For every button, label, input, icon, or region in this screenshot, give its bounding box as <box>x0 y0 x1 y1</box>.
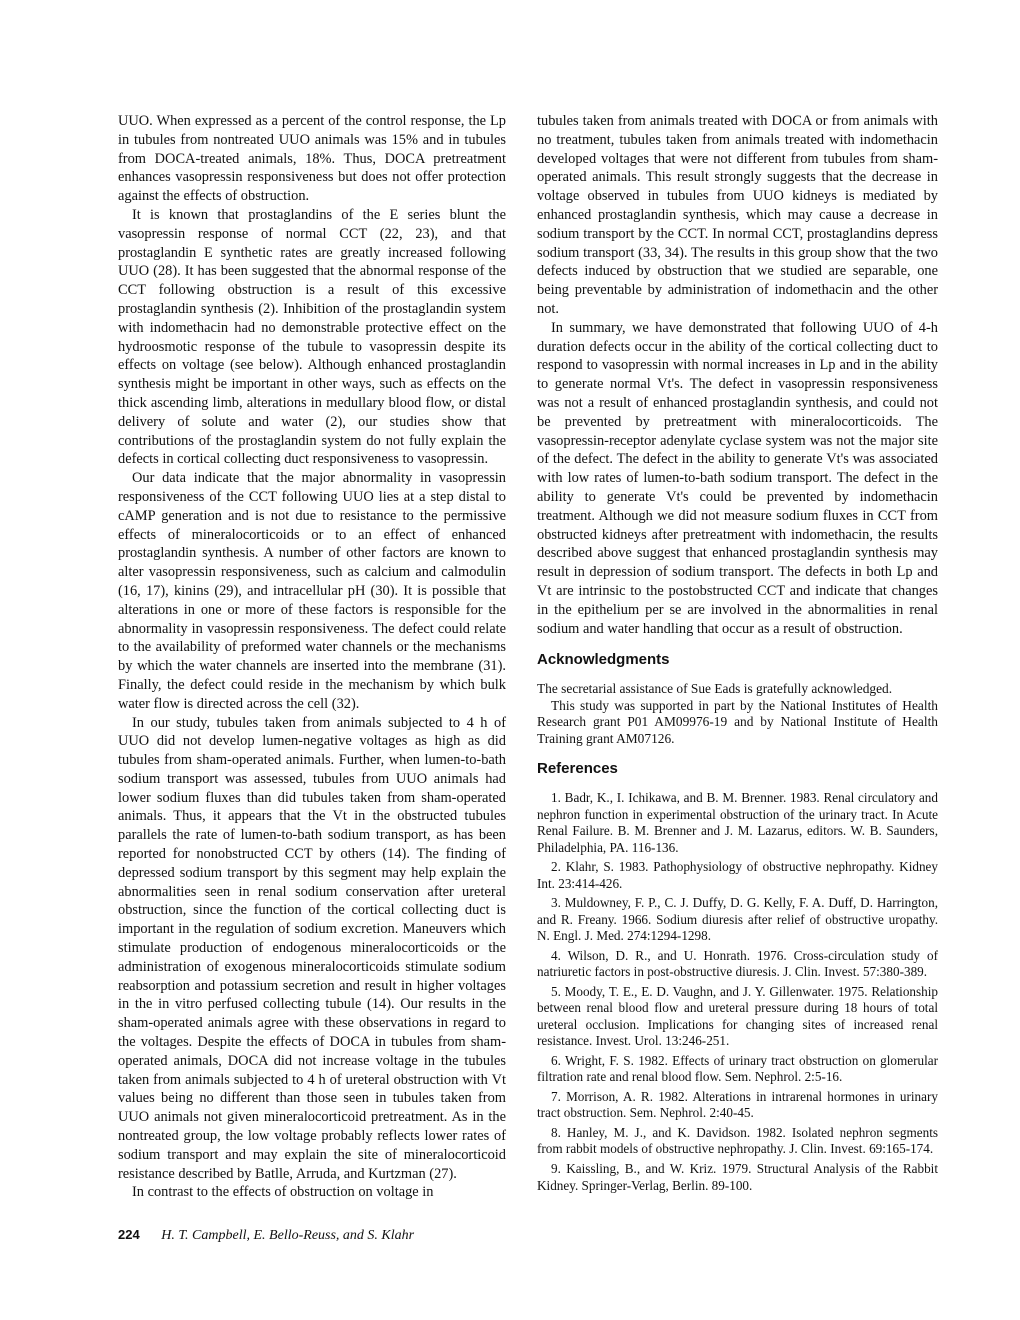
body-paragraph: tubules taken from animals treated with DOCA or from animals with no treatment, tubules taken from animals treated with indomethacin developed voltages that were not different from tubules from sham-operated animals. This result strongly suggests that the decrease in voltage observed in tubules from UUO kidneys is mediated by enhanced prostaglandin synthesis, which may cause a decrease in sodium transport by the CCT. In normal CCT, prostaglandins depress sodium transport (33, 34). The results in this group show that the two defects induced by obstruction that we studied are separable, one being preventable by administration of indomethacin and the other not. <box>537 113 938 317</box>
reference-item: 5. Moody, T. E., E. D. Vaughn, and J. Y. Gillenwater. 1975. Relationship between renal blood flow and ureteral pressure during 18 hours of total ureteral occlusion. Implications for changing sites of increased renal resistance. Invest. Urol. 13:246-251. <box>537 983 938 1049</box>
acknowledgment-paragraph: The secretarial assistance of Sue Eads is gratefully acknowledged. <box>537 681 893 697</box>
body-paragraph: In contrast to the effects of obstruction on voltage in <box>132 1184 434 1201</box>
reference-item: 1. Badr, K., I. Ichikawa, and B. M. Brenner. 1983. Renal circulatory and nephron function in experimental obstruction of the urinary tract. In Acute Renal Failure. B. M. Brenner and J. M. Lazarus, editors. W. B. Saunders, Philadelphia, PA. 116-136. <box>537 790 938 855</box>
acknowledgment-paragraph: This study was supported in part by the National Institutes of Health Research grant P01 AM09976-19 and by National Institute of Health Training grant AM07126. <box>537 697 938 746</box>
body-paragraph: In summary, we have demonstrated that following UUO of 4-h duration defects occur in the ability of the cortical collecting duct to respond to vasopressin with normal increases in Lp and in the ability to generate normal Vt's. The defect in vasopressin responsiveness was not a result of enhanced prostaglandin synthesis, and could not be prevented by pretreatment with mineralocorticoids. The vasopressin-receptor adenylate cyclase system was not the major site of the defect. The defect in the ability to generate Vt's was associated with low rates of lumen-to-bath sodium transport. The defect in the ability to generate Vt's could be prevented by indomethacin treatment. Although we did not measure sodium fluxes in CCT from obstructed kidneys after pretreatment with indomethacin, the results described above suggest that enhanced prostaglandin synthesis may result in depression of sodium transport. The defects in both Lp and Vt are intrinsic to the postobstructed CCT and indicate that changes in the epithelium per se are involved in the abnormalities in renal sodium and water handling that occur as a result of obstruction. <box>537 319 938 637</box>
reference-item: 7. Morrison, A. R. 1982. Alterations in intrarenal hormones in urinary tract obstruction. Sem. Nephrol. 2:40-45. <box>537 1088 938 1121</box>
acknowledgments-section <box>537 651 938 747</box>
page-number: 224 <box>118 1227 140 1242</box>
references-section <box>537 760 938 1194</box>
reference-item: 3. Muldowney, F. P., C. J. Duffy, D. G. Kelly, F. A. Duff, D. Harrington, and R. Freany. 1966. Sodium diuresis after relief of obstructive uropathy. N. Engl. J. Med. 274:1294-1298. <box>537 895 938 944</box>
body-paragraph: In our study, tubules taken from animals subjected to 4 h of UUO did not develop lumen-negative voltages as high as did tubules from sham-operated animals. Further, when lumen-to-bath sodium transport was assessed, tubules from UUO animals had lower sodium fluxes than did tubules taken from sham-operated animals. Thus, it appears that the Vt in the obstructed tubules parallels the rate of lumen-to-bath sodium transport, as has been reported for nonobstructed CCT by others (14). The finding of depressed sodium transport by this segment may help explain the abnormalities seen in renal sodium conservation after ureteral obstruction, since the function of the cortical collecting duct is important in the regulation of sodium excretion. Maneuvers which stimulate production of endogenous mineralocorticoids or the administration of exogenous mineralocorticoids stimulate sodium reabsorption and potassium secretion and result in higher voltages in the in vitro perfused collecting tubule (14). Our results in the sham-operated animals agree with these observations in regard to the voltages. Despite the effects of DOCA in tubules from sham-operated animals, DOCA did not increase voltage in the tubules taken from animals subjected to 4 h of ureteral obstruction with Vt values being no different than those seen in tubules taken from UUO animals not given mineralocorticoid pretreatment. As in the nontreated group, the low voltage probably reflects lower rates of sodium transport and may explain the site of mineralocorticoid resistance described by Batlle, Arruda, and Kurtzman (27). <box>118 714 506 1182</box>
page-footer <box>118 1227 414 1244</box>
reference-item: 2. Klahr, S. 1983. Pathophysiology of obstructive nephropathy. Kidney Int. 23:414-426. <box>537 859 938 891</box>
acknowledgments-heading: Acknowledgments <box>537 651 670 669</box>
reference-item: 4. Wilson, D. R., and U. Honrath. 1976. Cross-circulation study of natriuretic factors in post-obstructive diuresis. J. Clin. Invest. 57:380-389. <box>537 947 938 980</box>
body-paragraph: Our data indicate that the major abnormality in vasopressin responsiveness of the CCT following UUO lies at a step distal to cAMP generation and is not due to resistance to the permissive effects of mineralocorticoids or to an effect of enhanced prostaglandin synthesis. A number of other factors are known to alter vasopressin responsiveness, such as calcium and calmodulin (16, 17), kinins (29), and intracellular pH (30). It is possible that alterations in one or more of these factors is responsible for the abnormality in vasopressin responsiveness. The defect could relate to the availability of preformed water channels or the mechanisms by which the water channels are inserted into the membrane (31). Finally, the defect could reside in the mechanism by which bulk water flow is directed across the cell (32). <box>118 470 506 712</box>
body-paragraph: UUO. When expressed as a percent of the control response, the Lp in tubules from nontreated UUO animals was 15% and in tubules from DOCA-treated animals, 18%. Thus, DOCA pretreatment enhances vasopressin responsiveness but does not offer protection against the effects of obstruction. <box>118 113 506 205</box>
reference-item: 8. Hanley, M. J., and K. Davidson. 1982. Isolated nephron segments from rabbit models of obstructive nephropathy. J. Clin. Invest. 69:165-174. <box>537 1125 938 1157</box>
left-column <box>118 112 506 1202</box>
reference-item: 6. Wright, F. S. 1982. Effects of urinary tract obstruction on glomerular filtration rate and renal blood flow. Sem. Nephrol. 2:5-16. <box>537 1052 938 1085</box>
right-column <box>537 112 938 1197</box>
running-authors: H. T. Campbell, E. Bello-Reuss, and S. Klahr <box>161 1228 415 1243</box>
body-paragraph: It is known that prostaglandins of the E series blunt the vasopressin response of normal CCT (22, 23), and that prostaglandin E synthetic rates are greatly increased following UUO (28). It has been suggested that the abnormal response of the CCT following obstruction is a result of this excessive prostaglandin synthesis (2). Inhibition of the prostaglandin system with indomethacin had no demonstrable protective effect on the hydroosmotic response of the tubule to vasopressin despite its effects on voltage (see below). Although enhanced prostaglandin synthesis might be important in other ways, such as effects on the thick ascending limb, alterations in medullary blood flow, or distal delivery of solute and water (2), our studies show that contributions of the prostaglandin system do not fully explain the defects in cortical collecting duct responsiveness to vasopressin. <box>118 206 506 468</box>
references-heading: References <box>537 760 618 778</box>
reference-item: 9. Kaissling, B., and W. Kriz. 1979. Structural Analysis of the Rabbit Kidney. Springer-Verlag, Berlin. 89-100. <box>537 1161 938 1193</box>
